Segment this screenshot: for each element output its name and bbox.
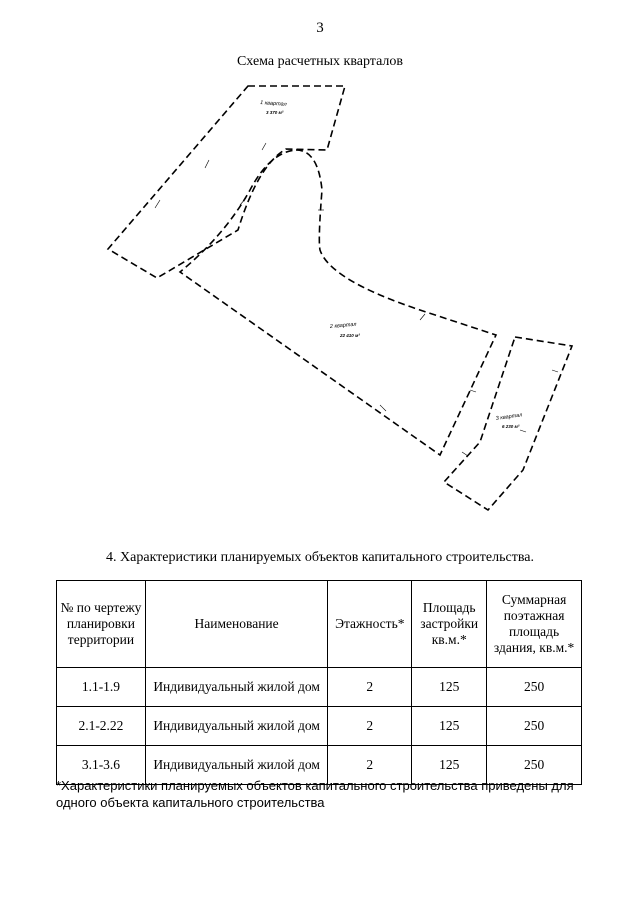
block-2-area: 22 410 м²	[340, 333, 360, 338]
cell-floors: 2	[328, 668, 412, 707]
block-3-name: 3 квартал	[495, 412, 523, 422]
table-row	[57, 668, 582, 707]
cell-total-floor-area: 250	[487, 668, 582, 707]
header-name: Наименование	[145, 581, 327, 668]
cell-name: Индивидуальный жилой дом	[145, 707, 327, 746]
block-1-boundary	[108, 86, 345, 278]
cell-drawing-number: 2.1-2.22	[57, 707, 146, 746]
header-total-floor-area: Суммарная поэтажная площадь здания, кв.м.*	[487, 581, 582, 668]
block-1-name: 1 квартал	[259, 100, 287, 108]
header-drawing-number: № по чертежу планировки территории	[57, 581, 146, 668]
cell-built-area: 125	[412, 668, 487, 707]
cell-drawing-number: 3.1-3.6	[57, 746, 146, 785]
cell-floors: 2	[328, 746, 412, 785]
block-1-area: 3 370 м²	[266, 110, 284, 115]
cell-total-floor-area: 250	[487, 707, 582, 746]
scheme-title: Схема расчетных кварталов	[236, 54, 404, 69]
header-floors: Этажность*	[328, 581, 412, 668]
block-2-boundary	[180, 150, 496, 455]
cell-name: Индивидуальный жилой дом	[145, 668, 327, 707]
block-2-name: 2 квартал	[329, 321, 357, 330]
cell-drawing-number: 1.1-1.9	[57, 668, 146, 707]
cell-floors: 2	[328, 707, 412, 746]
boundary-hatch-marks	[155, 143, 558, 456]
table-row	[57, 707, 582, 746]
cell-name: Индивидуальный жилой дом	[145, 746, 327, 785]
page-number: 3	[316, 20, 324, 36]
header-built-area: Площадь застройки кв.м.*	[412, 581, 487, 668]
table-header-row	[57, 581, 582, 668]
block-scheme-drawing	[0, 70, 640, 530]
cell-built-area: 125	[412, 707, 487, 746]
objects-characteristics-table	[56, 580, 582, 785]
cell-total-floor-area: 250	[487, 746, 582, 785]
cell-built-area: 125	[412, 746, 487, 785]
block-3-area: 6 230 м²	[502, 424, 520, 429]
table-footnote: *Характеристики планируемых объектов капитального строительства приведены для одного объекта капитального строительства	[56, 778, 574, 810]
section-title: 4. Характеристики планируемых объектов капитального строительства.	[106, 550, 534, 565]
